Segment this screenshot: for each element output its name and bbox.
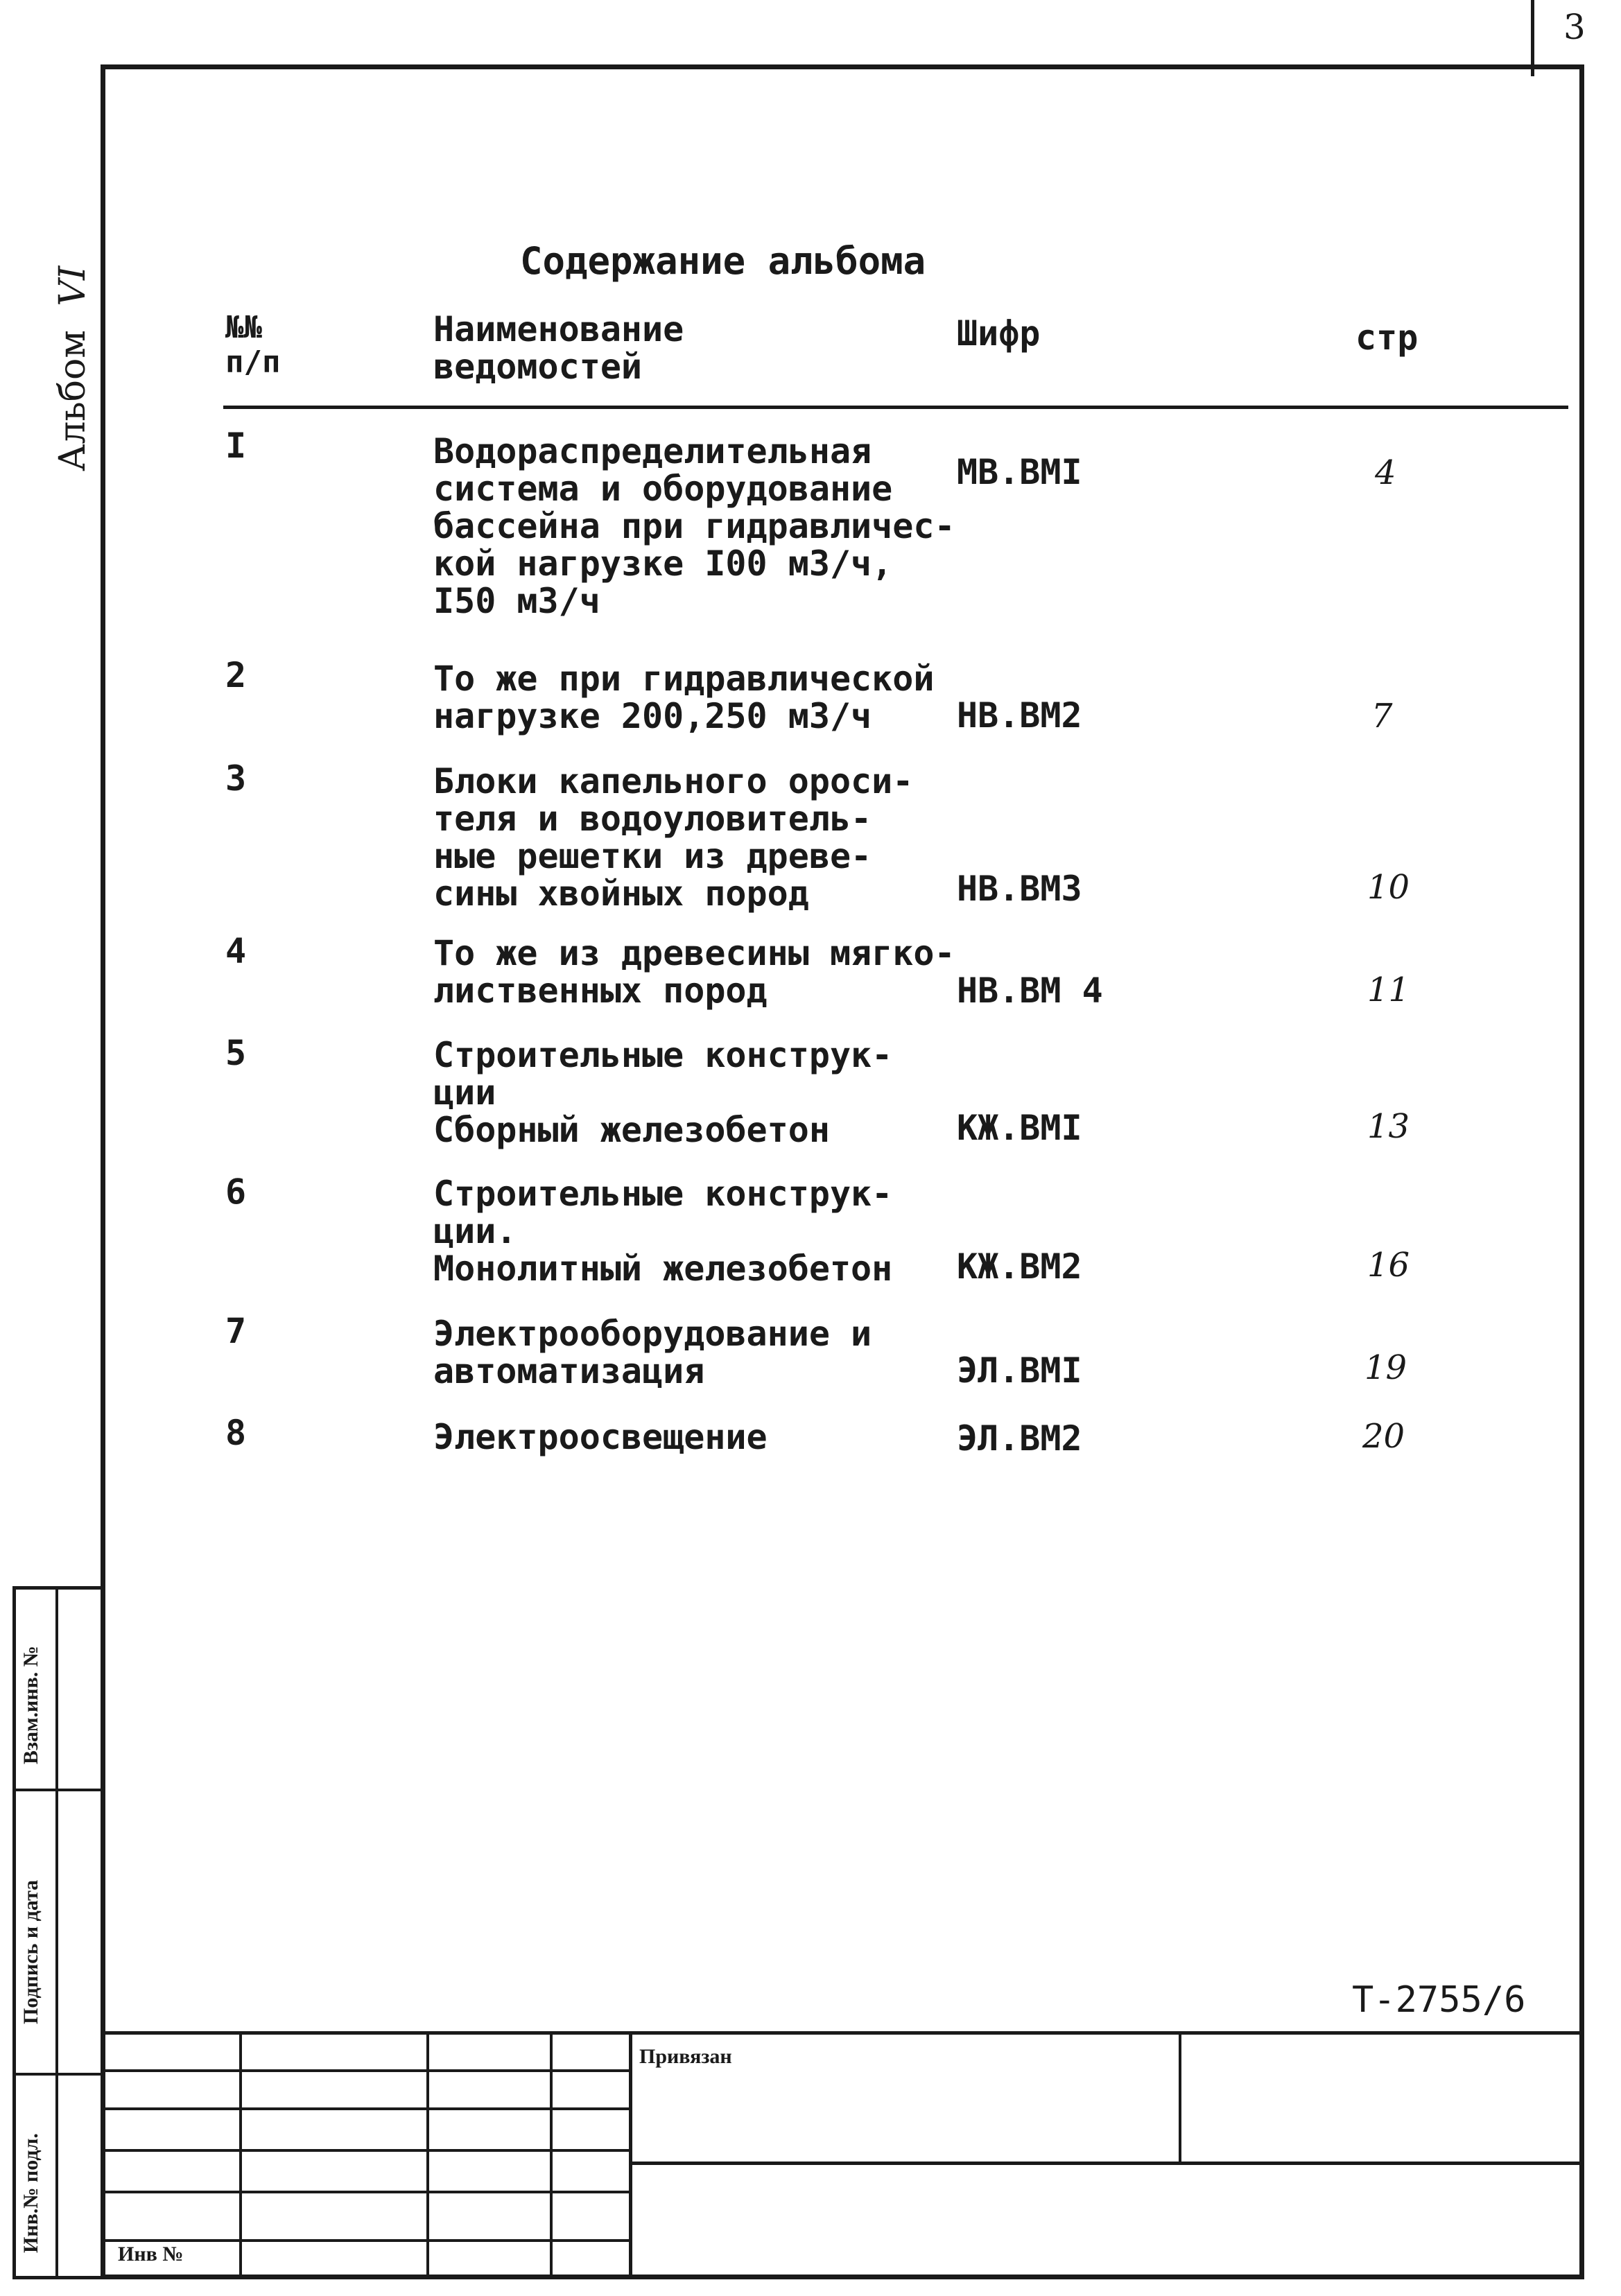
- row-4-page: 11: [1367, 971, 1410, 1009]
- row-3-code: НВ.ВМ3: [957, 869, 1082, 909]
- privyazan-label: Привязан: [639, 2045, 732, 2068]
- row-4-num: 4: [225, 931, 247, 971]
- title-block-v1: [239, 2031, 242, 2279]
- title-block-v3: [550, 2031, 553, 2279]
- row-7-page: 19: [1364, 1348, 1407, 1387]
- header-code: Шифр: [957, 313, 1041, 354]
- row-3-num: 3: [225, 758, 247, 799]
- title-block-h1: [105, 2069, 629, 2072]
- title-block-h2: [105, 2107, 629, 2110]
- row-8-name: Электроосвещение: [433, 1417, 768, 1457]
- margin-stamp-inner-line: [55, 1586, 58, 2279]
- row-2-num: 2: [225, 655, 247, 695]
- album-number-handwritten: VI: [52, 266, 94, 306]
- header-name: Наименование ведомостей: [433, 309, 684, 387]
- margin-label-vzam: Взам.инв. №: [19, 1646, 42, 1764]
- album-label: [52, 266, 94, 471]
- row-1-code: МВ.ВМI: [957, 452, 1082, 492]
- row-7-code: ЭЛ.ВМI: [957, 1350, 1082, 1391]
- row-3-page: 10: [1367, 868, 1410, 907]
- title-block-h4: [629, 2162, 1584, 2165]
- inv-no-label: Инв №: [118, 2243, 184, 2265]
- row-2-page: 7: [1371, 697, 1393, 736]
- row-1-page: 4: [1375, 453, 1396, 492]
- title-block-v4: [629, 2031, 632, 2279]
- margin-stamp-divider-2: [12, 2073, 105, 2076]
- header-num: №№ п/п: [225, 310, 281, 380]
- page-frame: [101, 64, 1584, 2279]
- margin-label-inv-podl: Инв.№ подл.: [19, 2133, 42, 2253]
- title-block-h5: [105, 2191, 629, 2193]
- margin-label-podpis: Подпись и дата: [19, 1879, 42, 2024]
- row-5-num: 5: [225, 1033, 247, 1073]
- row-6-num: 6: [225, 1172, 247, 1212]
- title-block-top-line: [105, 2031, 1584, 2035]
- document-code: Т-2755/6: [1352, 1979, 1526, 2021]
- row-5-code: КЖ.ВМI: [957, 1108, 1082, 1148]
- row-1-name: Водораспределительная система и оборудование бассейна при гидравличес- кой нагрузке I00 м3/ч, I50 м3/ч: [433, 431, 955, 621]
- title-block-h3: [105, 2149, 629, 2152]
- header-page: стр: [1355, 318, 1419, 358]
- row-8-page: 20: [1362, 1417, 1405, 1456]
- row-8-code: ЭЛ.ВМ2: [957, 1418, 1082, 1459]
- title-block-v5: [1179, 2031, 1181, 2163]
- title-block-v2: [426, 2031, 429, 2279]
- row-8-num: 8: [225, 1413, 247, 1453]
- row-7-name: Электрооборудование и автоматизация: [433, 1314, 872, 1391]
- row-4-code: НВ.ВМ 4: [957, 971, 1103, 1011]
- album-label-text: Альбом: [52, 330, 94, 471]
- header-rule: [223, 406, 1568, 409]
- page-number: 3: [1563, 7, 1586, 47]
- row-5-name: Строительные конструк- ции Сборный железобетон: [433, 1035, 893, 1150]
- page-title: Содержание альбома: [520, 239, 926, 283]
- row-4-name: То же из древесины мягко- лиственных пород: [433, 933, 955, 1011]
- title-block-h6: [105, 2239, 629, 2242]
- row-6-name: Строительные конструк- ции. Монолитный железобетон: [433, 1174, 893, 1289]
- row-1-num: I: [225, 426, 247, 466]
- row-2-name: То же при гидравлической нагрузке 200,250 м3/ч: [433, 659, 935, 736]
- row-2-code: НВ.ВМ2: [957, 695, 1082, 736]
- row-6-page: 16: [1367, 1246, 1410, 1285]
- margin-stamp-divider-1: [12, 1789, 105, 1791]
- row-6-code: КЖ.ВМ2: [957, 1246, 1082, 1287]
- row-3-name: Блоки капельного ороси- теля и водоуловитель- ные решетки из древе- сины хвойных пород: [433, 761, 914, 914]
- row-5-page: 13: [1367, 1107, 1410, 1146]
- row-7-num: 7: [225, 1311, 247, 1351]
